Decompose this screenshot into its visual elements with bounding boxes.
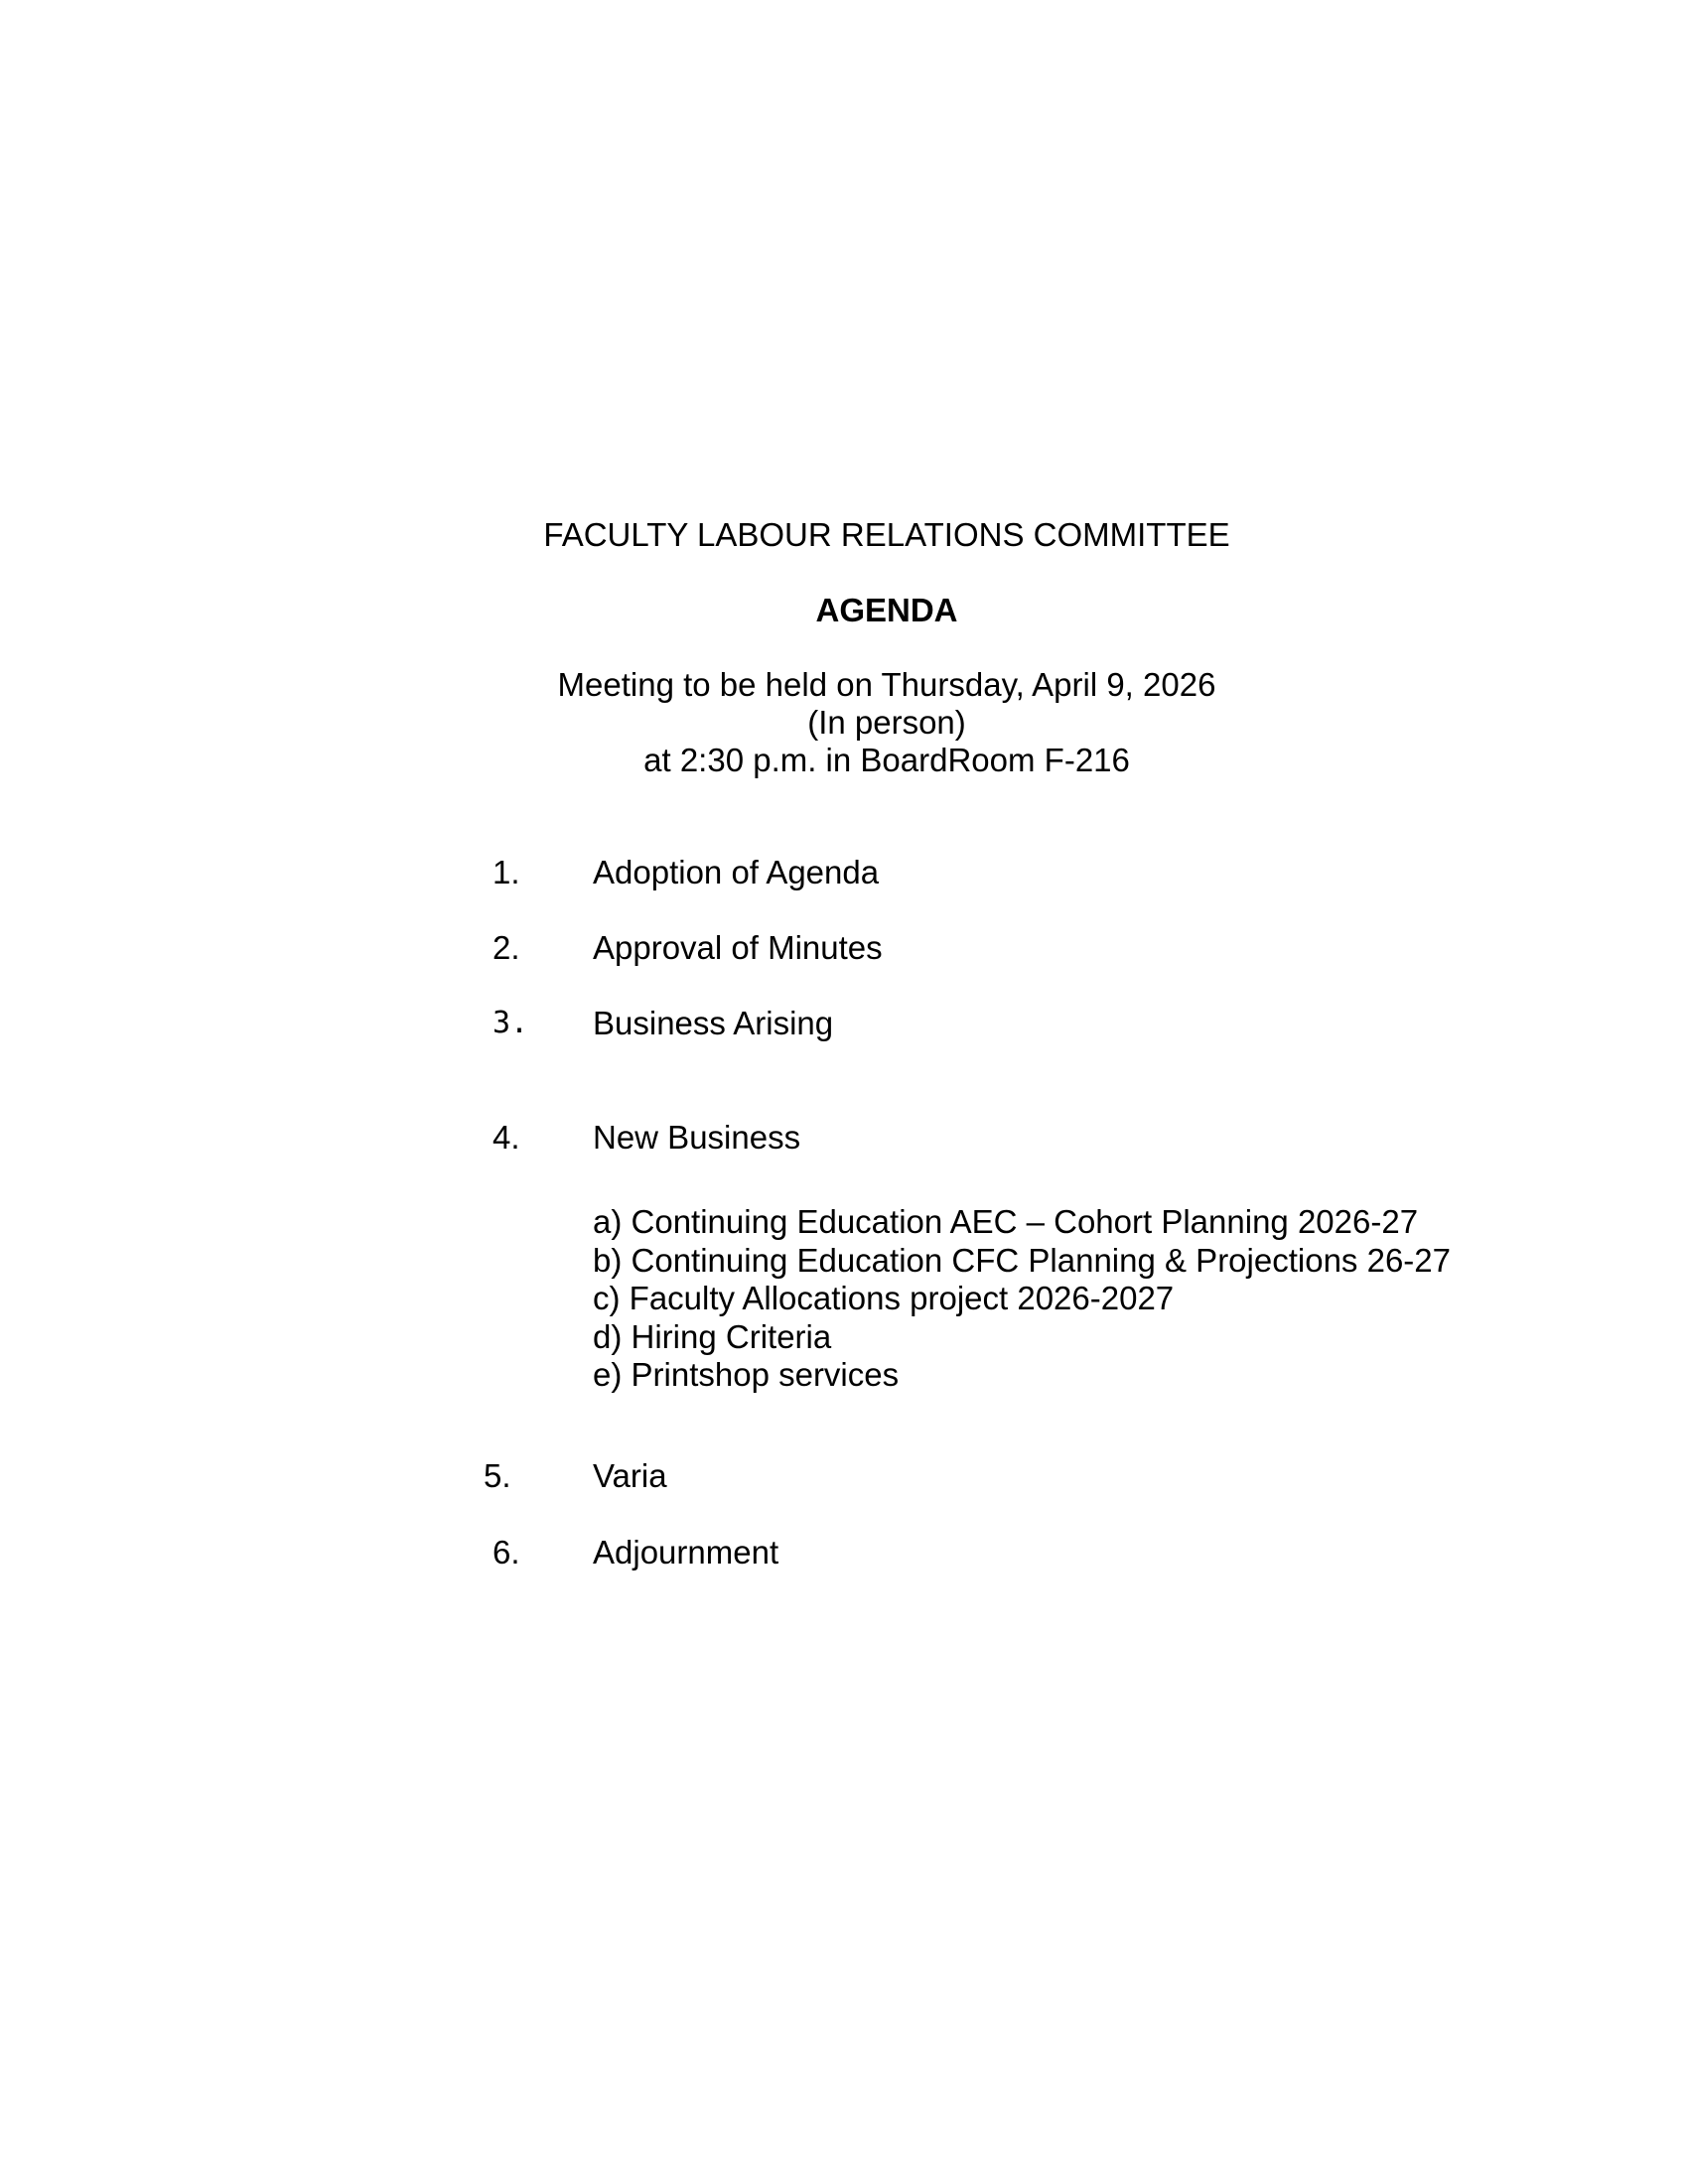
list-item: c) Faculty Allocations project 2026-2027 — [593, 1280, 1175, 1316]
agenda-item-label: Approval of Minutes — [593, 929, 883, 966]
new-business-sublist — [593, 1203, 1451, 1395]
list-item: d) Hiring Criteria — [593, 1317, 832, 1355]
agenda-item-number: 4. — [492, 1119, 520, 1156]
agenda-item-label: Varia — [593, 1457, 667, 1494]
agenda-item-label: Business Arising — [593, 1005, 834, 1041]
agenda-item-number: 1. — [492, 854, 520, 890]
agenda-item-number: 3. — [492, 1006, 529, 1040]
meeting-date-line: Meeting to be held on Thursday, April 9, 2026 — [557, 666, 1216, 703]
meeting-place-line: at 2:30 p.m. in BoardRoom F-216 — [643, 742, 1130, 778]
agenda-item-label: New Business — [593, 1119, 801, 1156]
list-item: b) Continuing Education CFC Planning & Projections 26-27 — [593, 1241, 1451, 1279]
meeting-mode-line: (In person) — [807, 704, 966, 741]
list-item: a) Continuing Education AEC – Cohort Planning 2026-27 — [593, 1203, 1419, 1240]
committee-name: FACULTY LABOUR RELATIONS COMMITTEE — [543, 516, 1230, 553]
agenda-item-number: 6. — [492, 1534, 520, 1570]
agenda-item-number: 5. — [484, 1457, 511, 1494]
document-title: AGENDA — [815, 592, 958, 628]
agenda-item-label: Adoption of Agenda — [593, 854, 880, 890]
list-item: e) Printshop services — [593, 1356, 900, 1393]
agenda-item-number: 2. — [492, 929, 520, 966]
agenda-item-label: Adjournment — [593, 1534, 779, 1570]
